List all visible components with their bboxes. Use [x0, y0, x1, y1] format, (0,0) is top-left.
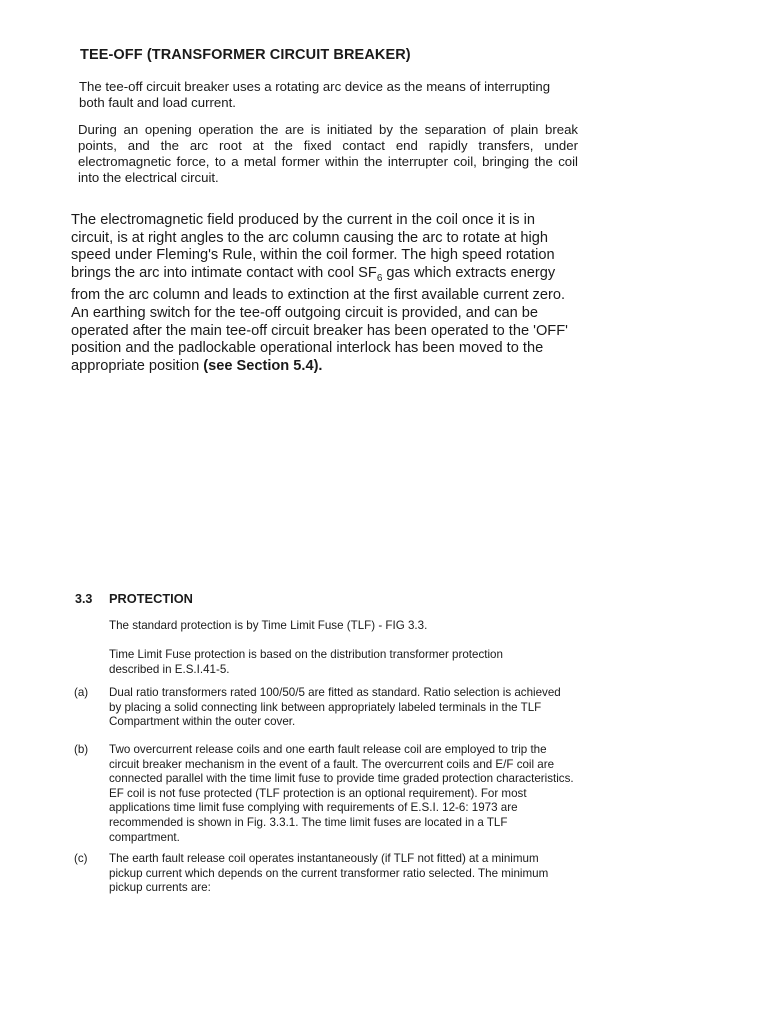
- paragraph-earthing-switch-text: An earthing switch for the tee-off outgoing circuit is provided, and can be operated after the main tee-off circuit breaker has been operated to the 'OFF' position and the padlockable operational interlock has been moved to the appropriate position: [71, 305, 568, 374]
- protection-basis: Time Limit Fuse protection is based on the distribution transformer protection described in E.S.I.41-5.: [109, 648, 503, 676]
- paragraph-interruption: The tee-off circuit breaker uses a rotating arc device as the means of interrupting both fault and load current.: [79, 79, 551, 110]
- sf6-subscript: 6: [376, 272, 383, 284]
- list-item-text: The earth fault release coil operates instantaneously (if TLF not fitted) at a minimum pickup current which depends on the current transformer ratio selected. The minimum pickup currents are:: [109, 852, 549, 895]
- paragraph-opening-operation: During an opening operation the are is initiated by the separation of plain break points, and the arc root at the fixed contact end rapidly transfers, under electromagnetic force, to a metal former within the interrupter coil, bringing the coil into the electrical circuit.: [78, 122, 578, 185]
- list-item-label: (b): [74, 743, 89, 756]
- paragraph-electromagnetic-field-text-a: The electromagnetic field produced by the current in the coil once it is in circuit, is at right angles to the arc column causing the arc to rotate at high speed under Fleming's Rule, within the coil former. The high speed rotation brings the arc into intimate contact with cool SF: [71, 212, 555, 281]
- protection-intro: The standard protection is by Time Limit Fuse (TLF) - FIG 3.3.: [109, 619, 428, 632]
- section-title: PROTECTION: [109, 591, 193, 606]
- section-reference: (see Section 5.4).: [203, 357, 323, 374]
- list-item-label: (c): [74, 852, 88, 865]
- paragraph-electromagnetic-field-text-b: gas which extracts energy from the arc column and leads to extinction at the first available current zero.: [71, 264, 565, 303]
- list-item-text: Dual ratio transformers rated 100/50/5 are fitted as standard. Ratio selection is achieved by placing a solid connecting link between appropriately labeled terminals in the TLF Compartment within the outer cover.: [109, 686, 561, 729]
- section-heading: TEE-OFF (TRANSFORMER CIRCUIT BREAKER): [80, 47, 411, 63]
- list-item-label: (a): [74, 686, 89, 699]
- paragraph-electromagnetic-field: [71, 212, 576, 304]
- section-number: 3.3: [75, 592, 93, 606]
- paragraph-earthing-switch: [71, 305, 571, 375]
- list-item-text: Two overcurrent release coils and one earth fault release coil are employed to trip the circuit breaker mechanism in the event of a fault. The overcurrent coils and E/F coil are connected parallel with the time limit fuse to provide time graded protection characteristics. EF coil is not fuse protected (TLF protection is an optional requirement). For most applications time limit fuse complying with requirements of E.S.I. 12-6: 1973 are recommended is shown in Fig. 3.3.1. The time limit fuses are located in a TLF compartment.: [109, 743, 574, 844]
